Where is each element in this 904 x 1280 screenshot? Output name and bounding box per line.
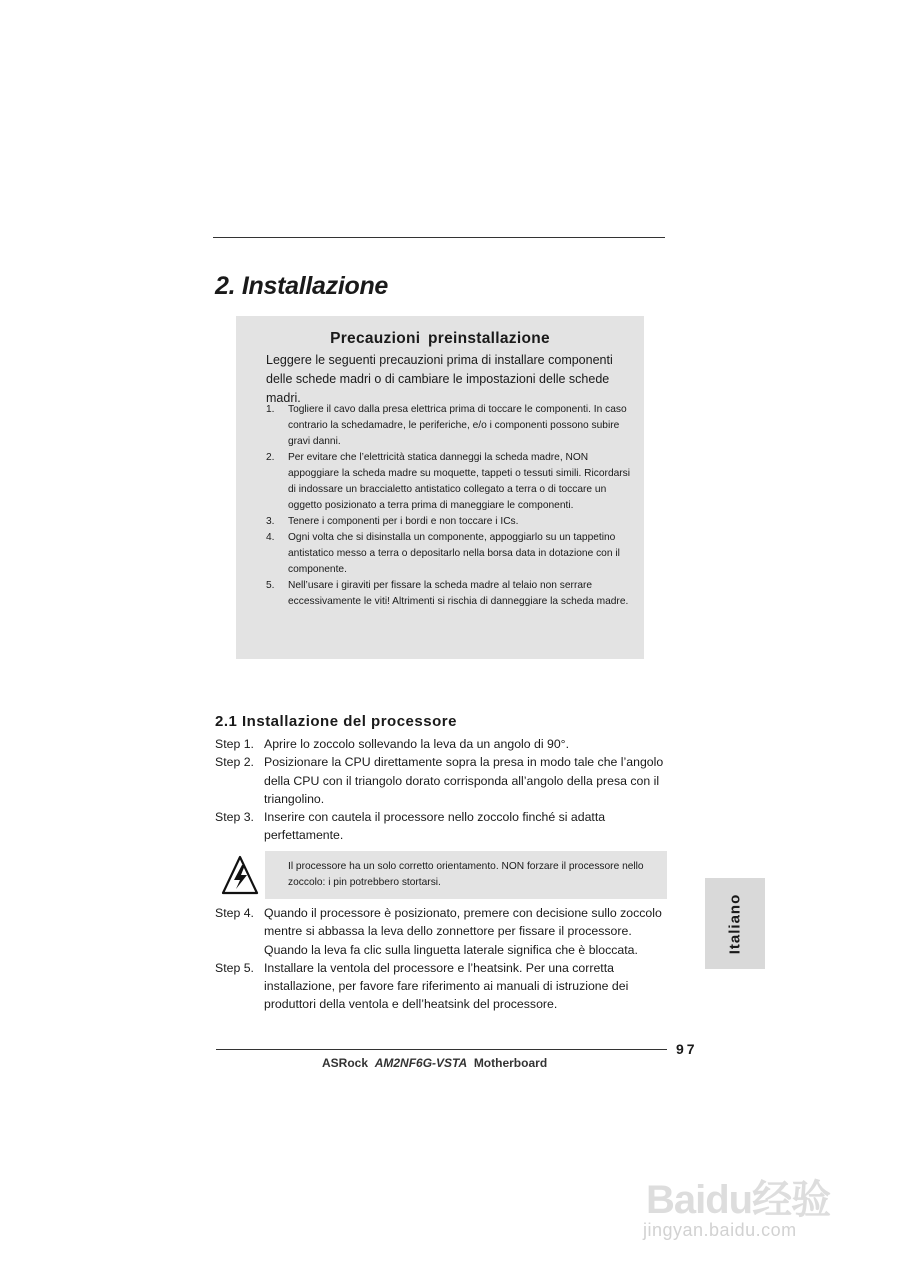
watermark	[640, 1140, 850, 1250]
item-number: 2.	[266, 452, 275, 463]
step-item	[215, 753, 670, 808]
item-text: Nell’usare i giraviti per fissare la scheda madre al telaio non serrare eccessivamente le viti! Altrimenti si rischia di danneggiare la scheda madre.	[288, 580, 629, 607]
high-voltage-warning-icon	[221, 855, 259, 895]
page-number: 97	[676, 1041, 698, 1057]
precautions-title: Precauzioni preinstallazione	[330, 330, 550, 347]
step-label: Step 5.	[215, 960, 254, 975]
warning-note	[265, 851, 667, 899]
item-text: Tenere i componenti per i bordi e non toccare i ICs.	[288, 516, 519, 527]
footer	[322, 1056, 547, 1070]
step-text: Installare la ventola del processore e l’heatsink. Per una corretta installazione, per favore fare riferimento ai manuali di istruzione dei produttori della ventola e dell’heatsink del processore.	[264, 960, 629, 1012]
footer-brand: ASRock	[322, 1056, 369, 1070]
precautions-box	[236, 316, 644, 659]
item-number: 5.	[266, 580, 275, 591]
step-text: Quando il processore è posizionato, premere con decisione sullo zoccolo mentre si abbassa la leva dello zonnettore per fissare il processore. Quando la leva fa clic sulla linguetta laterale significa che è bloccata.	[264, 906, 662, 957]
precaution-item	[266, 450, 636, 514]
language-tab	[705, 878, 765, 969]
precaution-item	[266, 514, 636, 530]
item-number: 4.	[266, 532, 275, 543]
steps-group-a	[215, 735, 670, 845]
step-label: Step 2.	[215, 755, 254, 770]
steps-group-b	[215, 904, 670, 1014]
watermark-url: jingyan.baidu.com	[643, 1220, 797, 1240]
item-text: Ogni volta che si disinstalla un componente, appoggiarlo su un tappetino antistatico messo a terra o depositarlo nella borsa data in dotazione con il componente.	[288, 532, 620, 575]
precautions-list	[266, 402, 636, 610]
warning-text: Il processore ha un solo corretto orientamento. NON forzare il processore nello zoccolo: i pin potrebbero stortarsi.	[288, 861, 644, 888]
bottom-rule	[216, 1049, 667, 1050]
precaution-item	[266, 530, 636, 578]
item-text: Per evitare che l’elettricità statica danneggi la scheda madre, NON appoggiare la scheda madre su moquette, tappeti o tessuti simili. Ricordarsi di indossare un braccialetto antistatico collegato a terra o di toccare un oggetto posizionato a terra prima di maneggiare le componenti.	[288, 452, 631, 511]
step-item	[215, 808, 670, 845]
precautions-intro: Leggere le seguenti precauzioni prima di installare componenti delle schede madri o di cambiare le impostazioni delle schede madri.	[266, 353, 613, 405]
step-text: Posizionare la CPU direttamente sopra la presa in modo tale che l’angolo della CPU con il triangolo dorato corrisponda all’angolo della presa con il triangolino.	[264, 755, 664, 806]
step-label: Step 4.	[215, 906, 254, 920]
watermark-logo: Baidu经验	[646, 1178, 831, 1222]
step-item	[215, 735, 670, 753]
section-title: 2. Installazione	[215, 272, 389, 300]
item-number: 1.	[266, 404, 275, 415]
precaution-item	[266, 402, 636, 450]
step-label: Step 1.	[215, 737, 254, 751]
step-label: Step 3.	[215, 810, 254, 825]
subsection-title: 2.1 Installazione del processore	[215, 713, 457, 730]
step-item	[215, 959, 670, 1014]
step-text: Inserire con cautela il processore nello zoccolo finché si adatta perfettamente.	[264, 810, 606, 843]
item-text: Togliere il cavo dalla presa elettrica prima di toccare le componenti. In caso contrario la schedamadre, le periferiche, e/o i componenti possono subire gravi danni.	[288, 404, 627, 447]
language-tab-label: Italiano	[726, 893, 744, 954]
step-text: Aprire lo zoccolo sollevando la leva da un angolo di 90°.	[264, 737, 570, 751]
precaution-item	[266, 578, 636, 610]
step-item	[215, 904, 670, 959]
item-number: 3.	[266, 516, 275, 527]
footer-model: AM2NF6G-VSTA	[374, 1056, 468, 1070]
top-rule	[213, 237, 665, 238]
footer-product: Motherboard	[473, 1056, 548, 1070]
